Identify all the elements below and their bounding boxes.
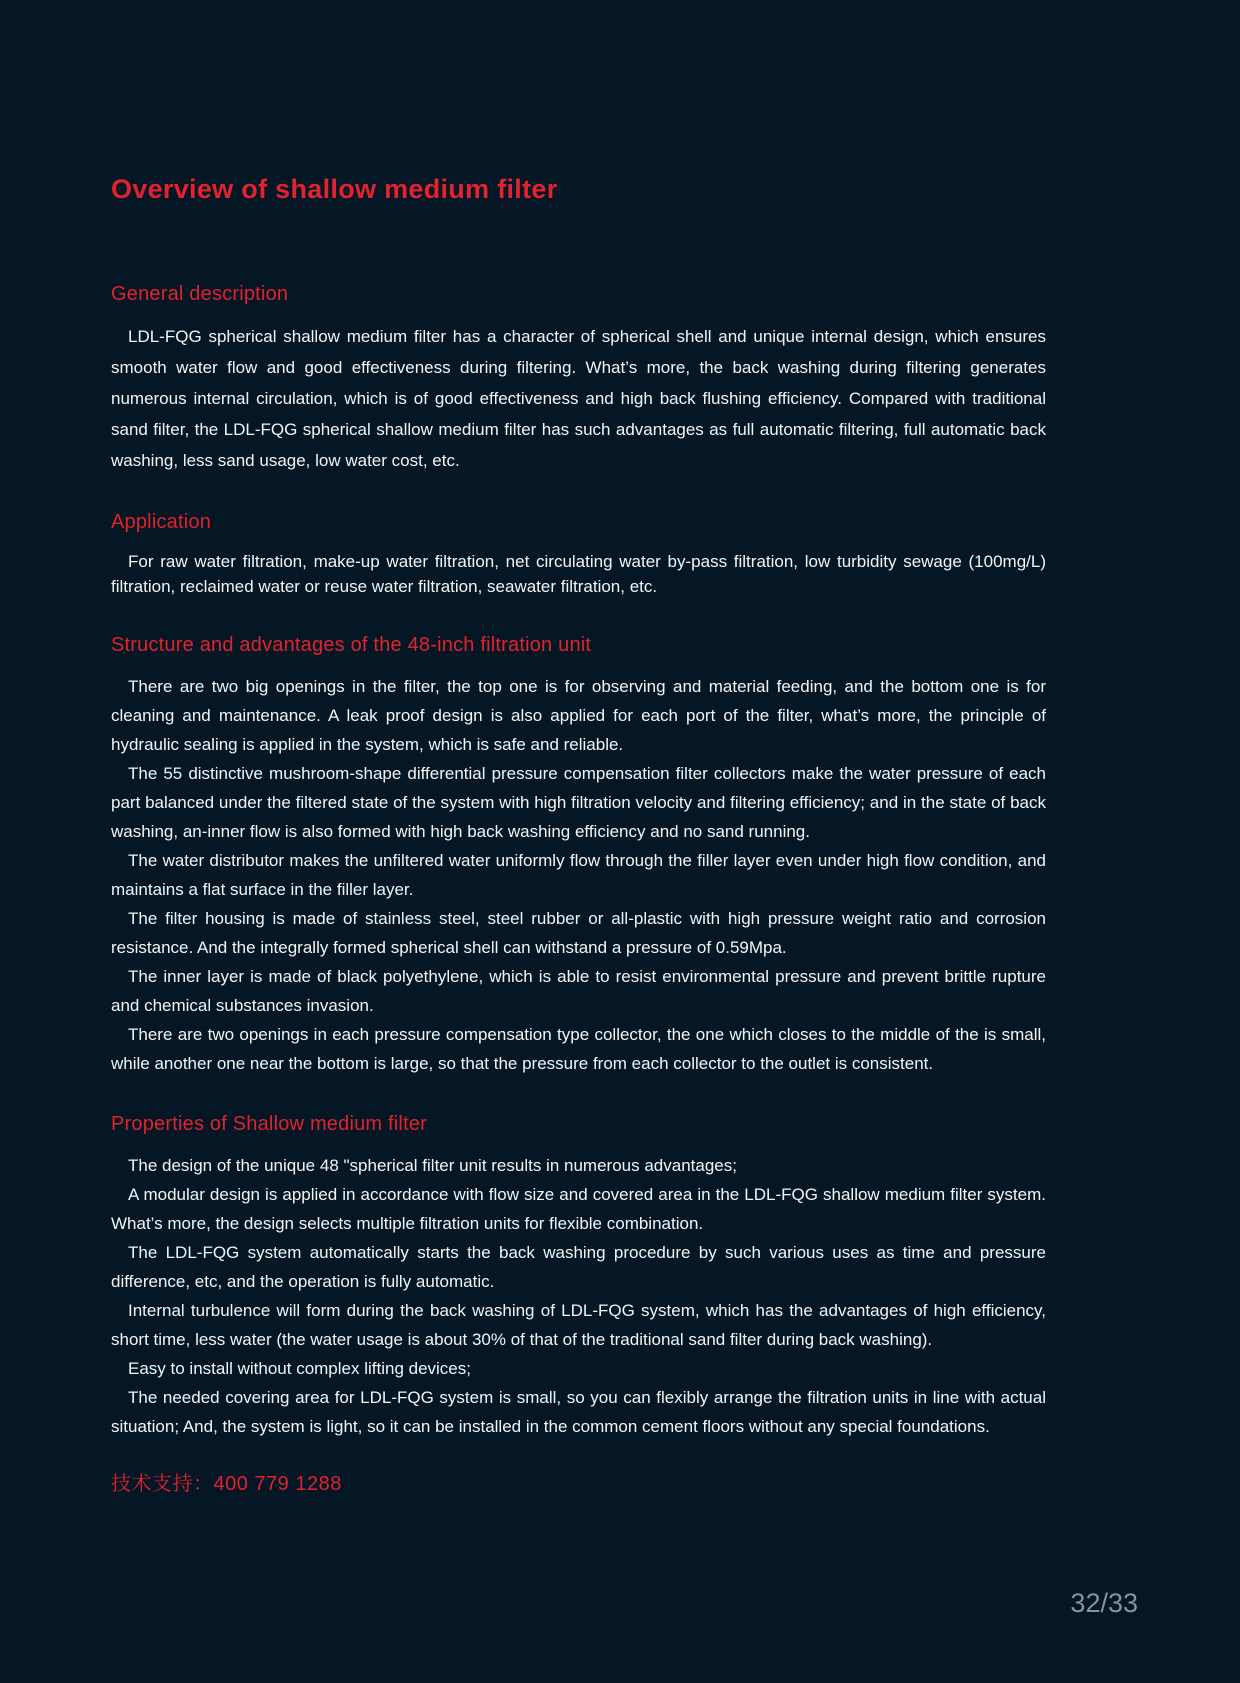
paragraph: Easy to install without complex lifting devices; [128, 1359, 471, 1378]
support-contact-line: 技术支持：400 779 1288 [111, 1473, 342, 1495]
paragraph: A modular design is applied in accordance with flow size and covered area in the LDL-FQG shallow medium filter system. What’s more, the design selects multiple filtration units for flexible combination. [111, 1185, 1046, 1233]
paragraph: There are two openings in each pressure compensation type collector, the one which closes to the middle of the is small, while another one near the bottom is large, so that the pressure from each collector to the outlet is consistent. [111, 1025, 1046, 1073]
section-general-description [111, 283, 1046, 476]
section-heading-properties: Properties of Shallow medium filter [111, 1113, 428, 1135]
page-title: Overview of shallow medium filter [111, 174, 558, 204]
paragraph: The water distributor makes the unfiltered water uniformly flow through the filler layer even under high flow condition, and maintains a flat surface in the filler layer. [111, 851, 1046, 899]
paragraph: The design of the unique 48 "spherical filter unit results in numerous advantages; [128, 1156, 737, 1175]
paragraph: There are two big openings in the filter, the top one is for observing and material feeding, and the bottom one is for cleaning and maintenance. A leak proof design is also applied for each port of the filter, what’s more, the principle of hydraulic sealing is applied in the system, which is safe and reliable. [111, 677, 1046, 754]
paragraph: Internal turbulence will form during the back washing of LDL-FQG system, which has the advantages of high efficiency, short time, less water (the water usage is about 30% of that of the traditional sand filter during back washing). [111, 1301, 1046, 1349]
section-heading-structure-advantages: Structure and advantages of the 48-inch filtration unit [111, 634, 592, 656]
section-properties [111, 1113, 1046, 1441]
section-heading-general-description: General description [111, 283, 289, 305]
section-structure-advantages [111, 634, 1046, 1078]
paragraph: For raw water filtration, make-up water filtration, net circulating water by-pass filtration, low turbidity sewage (100mg/L) filtration, reclaimed water or reuse water filtration, seawater filtration, etc. [111, 552, 1046, 596]
paragraph: The needed covering area for LDL-FQG system is small, so you can flexibly arrange the filtration units in line with actual situation; And, the system is light, so it can be installed in the common cement floors without any special foundations. [111, 1388, 1046, 1436]
page-number: 32/33 [1070, 1588, 1138, 1618]
paragraph: LDL-FQG spherical shallow medium filter has a character of spherical shell and unique internal design, which ensures smooth water flow and good effectiveness during filtering. What’s more, the back washing during filtering generates numerous internal circulation, which is of good effectiveness and high back flushing efficiency. Compared with traditional sand filter, the LDL-FQG spherical shallow medium filter has such advantages as full automatic filtering, full automatic back washing, less sand usage, low water cost, etc. [111, 327, 1046, 470]
paragraph: The filter housing is made of stainless steel, steel rubber or all-plastic with high pressure weight ratio and corrosion resistance. And the integrally formed spherical shell can withstand a pressure of 0.59Mpa. [111, 909, 1046, 957]
paragraph: The inner layer is made of black polyethylene, which is able to resist environmental pressure and prevent brittle rupture and chemical substances invasion. [111, 967, 1046, 1015]
paragraph: The 55 distinctive mushroom-shape differential pressure compensation filter collectors make the water pressure of each part balanced under the filtered state of the system with high filtration velocity and filtering efficiency; and in the state of back washing, an-inner flow is also formed with high back washing efficiency and no sand running. [111, 764, 1046, 841]
paragraph: The LDL-FQG system automatically starts the back washing procedure by such various uses as time and pressure difference, etc, and the operation is fully automatic. [111, 1243, 1046, 1291]
section-application [111, 511, 1046, 599]
section-heading-application: Application [111, 511, 212, 533]
